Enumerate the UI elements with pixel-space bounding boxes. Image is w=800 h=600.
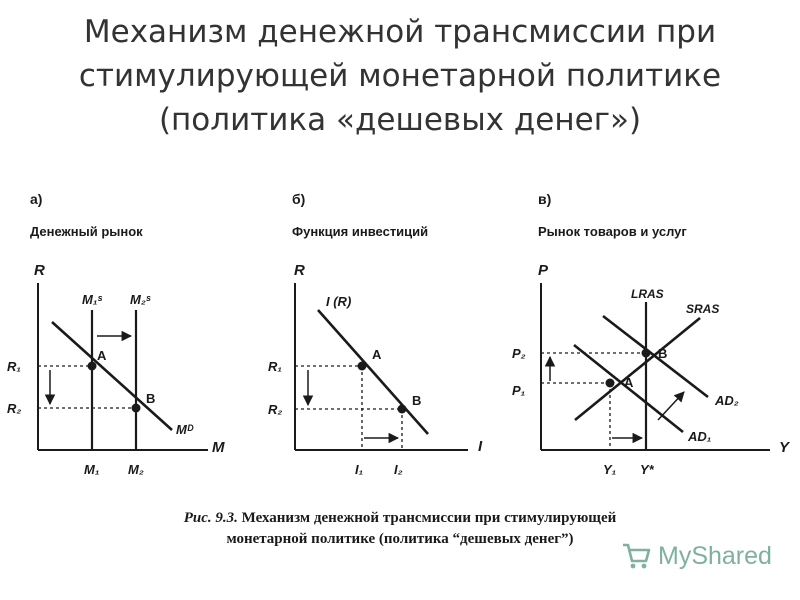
figure-number: Рис. 9.3.	[183, 510, 238, 526]
panel-money-market	[7, 191, 225, 477]
panel-b-investment-curve	[318, 310, 428, 434]
panel-b-point-a	[358, 362, 367, 371]
panel-b-point-b	[398, 405, 407, 414]
panel-a-y-axis-label: R	[34, 262, 45, 279]
panel-a-money-demand	[52, 322, 172, 430]
caption-line-1: Механизм денежной трансмиссии при стимулирующей	[241, 510, 617, 526]
panel-b-letter: б)	[292, 191, 306, 207]
watermark-text: MyShared	[658, 541, 772, 570]
panel-c-label-lras: LRAS	[631, 287, 664, 301]
panel-a-label-m2: M₂	[128, 462, 144, 477]
panel-a-point-a	[88, 362, 97, 371]
panel-a-label-b: B	[146, 391, 156, 406]
panel-a-letter: а)	[30, 191, 43, 207]
panel-c-label-p1: P₁	[512, 383, 526, 398]
panel-c-ad-shift-arrow	[658, 392, 684, 420]
panel-b-label-r2: R₂	[268, 402, 283, 417]
shopping-cart-icon	[620, 540, 652, 572]
panel-a-point-b	[132, 404, 141, 413]
watermark	[620, 538, 772, 574]
panel-goods-market	[512, 191, 791, 477]
panel-b-label-b: B	[412, 393, 422, 408]
panel-c-label-ad1: AD₁	[688, 429, 712, 444]
panel-c-label-ad2: AD₂	[715, 393, 739, 408]
panel-a-label-a: A	[97, 348, 107, 363]
panel-b-y-axis-label: R	[294, 262, 305, 279]
panel-b-label-i1: I₁	[355, 462, 364, 477]
panel-c-label-sras: SRAS	[686, 302, 720, 316]
panel-a-label-m1: M₁	[84, 462, 100, 477]
panel-a-label-md: Mᴰ	[176, 422, 194, 437]
panel-a-heading: Денежный рынок	[30, 224, 143, 239]
panel-c-label-ystar: Y*	[640, 462, 654, 477]
panel-c-y-axis-label: P	[538, 262, 549, 279]
panel-c-point-b	[642, 349, 651, 358]
panel-c-label-b: B	[658, 346, 668, 361]
panel-a-label-r1: R₁	[7, 359, 21, 374]
panel-investment-function	[268, 191, 483, 477]
panel-c-label-y1: Y₁	[603, 462, 617, 477]
panel-a-label-ms2: M₂ˢ	[130, 292, 151, 307]
panel-c-heading: Рынок товаров и услуг	[538, 224, 687, 239]
panel-b-x-axis-label: I	[478, 438, 483, 455]
title-line-2: стимулирующей монетарной политике	[78, 58, 722, 94]
title-line-3: (политика «дешевых денег»)	[158, 102, 642, 138]
panel-a-label-ms1: M₁ˢ	[82, 292, 103, 307]
panel-c-point-a	[606, 379, 615, 388]
panel-a-label-r2: R₂	[7, 401, 22, 416]
panel-b-label-i2: I₂	[394, 462, 403, 477]
panel-c-letter: в)	[538, 191, 552, 207]
panel-c-label-a: A	[624, 375, 634, 390]
panel-b-label-a: A	[372, 347, 382, 362]
panel-b-heading: Функция инвестиций	[292, 224, 429, 239]
panel-b-label-r1: R₁	[268, 359, 282, 374]
panel-c-label-p2: P₂	[512, 346, 526, 361]
panel-b-label-curve: I (R)	[326, 294, 352, 309]
title-line-1: Механизм денежной трансмиссии при	[83, 14, 717, 50]
panel-c-x-axis-label: Y	[779, 439, 790, 456]
panel-c-sras-line	[575, 318, 700, 420]
caption-line-2: монетарной политике (политика “дешевых денег”)	[226, 531, 574, 547]
panel-a-x-axis-label: M	[212, 439, 225, 456]
